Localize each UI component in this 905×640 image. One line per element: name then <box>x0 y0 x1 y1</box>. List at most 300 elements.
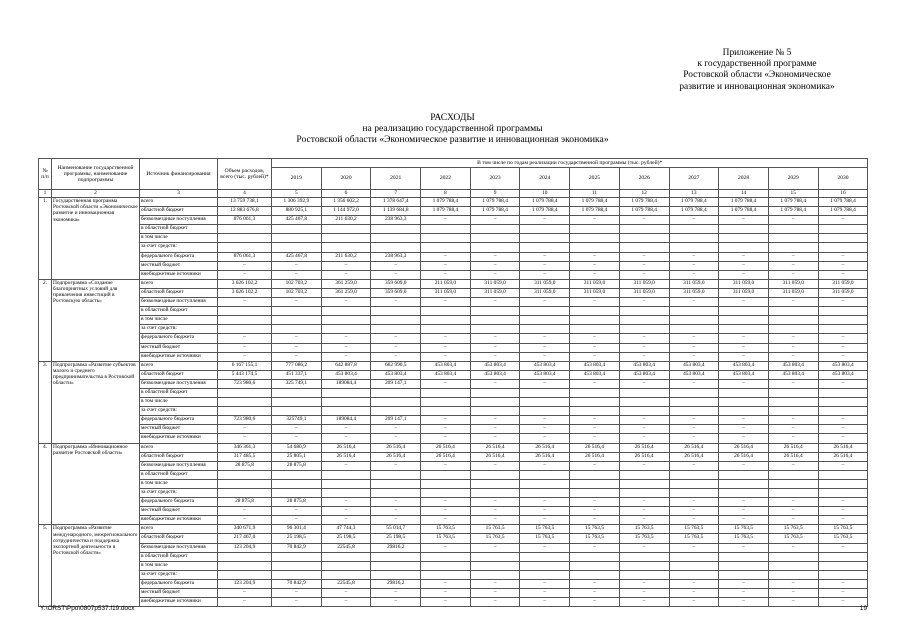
year-value: – <box>619 252 669 261</box>
total-value: 723 980,6 <box>218 416 272 425</box>
funding-source: за счет средств: <box>140 243 218 252</box>
year-value <box>719 307 769 316</box>
year-value: – <box>371 334 421 343</box>
year-value: – <box>520 216 570 225</box>
year-value: – <box>719 416 769 425</box>
year-value <box>470 243 520 252</box>
year-value <box>719 388 769 397</box>
year-value: – <box>619 379 669 388</box>
year-value: 451 337,1 <box>272 370 322 379</box>
year-value: 26 516,4 <box>669 452 719 461</box>
total-value: 346 361,3 <box>218 443 272 452</box>
year-value: 26 516,4 <box>619 452 669 461</box>
year-value <box>619 479 669 488</box>
year-value <box>520 570 570 579</box>
year-value: 26 516,4 <box>470 452 520 461</box>
funding-source: всего <box>140 443 218 452</box>
year-value: – <box>570 598 620 607</box>
year-value: 1 079 788,4 <box>520 207 570 216</box>
table-row <box>39 589 868 598</box>
table-row <box>39 216 868 225</box>
year-value: – <box>470 261 520 270</box>
year-value: 311 059,0 <box>570 279 620 288</box>
year-value: 26 516,4 <box>321 443 371 452</box>
funding-source: в том числе <box>140 398 218 407</box>
year-value: 15 763,5 <box>818 534 868 543</box>
column-index-cell: 4 <box>218 190 272 198</box>
year-value: 15 763,5 <box>421 534 471 543</box>
year-value: 1 079 788,4 <box>619 198 669 207</box>
total-value: 317 485,5 <box>218 452 272 461</box>
year-value <box>719 225 769 234</box>
year-value: 1 306 392,9 <box>272 198 322 207</box>
year-value: – <box>768 579 818 588</box>
year-value <box>818 243 868 252</box>
year-value: 189084,4 <box>321 416 371 425</box>
year-value <box>321 561 371 570</box>
year-value <box>321 307 371 316</box>
year-value: – <box>371 425 421 434</box>
year-value: – <box>520 416 570 425</box>
year-value <box>768 307 818 316</box>
funding-source: местный бюджет <box>140 343 218 352</box>
year-value: 1 079 788,4 <box>768 198 818 207</box>
year-value: – <box>321 589 371 598</box>
year-value: – <box>768 516 818 525</box>
year-value: – <box>570 379 620 388</box>
year-value <box>768 316 818 325</box>
year-value: – <box>818 425 868 434</box>
year-value: – <box>619 507 669 516</box>
year-value <box>520 489 570 498</box>
year-value: – <box>421 579 471 588</box>
year-value: 47 744,3 <box>321 525 371 534</box>
year-value <box>272 552 322 561</box>
year-value: 453 803,4 <box>619 370 669 379</box>
year-value: – <box>421 498 471 507</box>
year-value: – <box>719 434 769 443</box>
year-value: – <box>570 270 620 279</box>
year-value: – <box>520 352 570 361</box>
year-value: – <box>818 343 868 352</box>
year-value <box>371 489 421 498</box>
funding-source: областной бюджет <box>140 452 218 461</box>
year-value: 1 079 788,4 <box>470 207 520 216</box>
year-value: – <box>619 352 669 361</box>
year-value: 211 630,2 <box>321 252 371 261</box>
year-value: – <box>669 598 719 607</box>
year-value: 311 059,0 <box>421 279 471 288</box>
year-value: – <box>520 516 570 525</box>
year-value: – <box>669 579 719 588</box>
table-row <box>39 279 868 288</box>
year-value: – <box>520 543 570 552</box>
year-value: – <box>669 379 719 388</box>
year-value: 15 763,5 <box>570 525 620 534</box>
year-value: 26 516,4 <box>371 452 421 461</box>
year-value: 311 059,0 <box>619 279 669 288</box>
column-index-cell: 1 <box>39 190 52 198</box>
year-value <box>421 470 471 479</box>
funding-source: в том числе <box>140 234 218 243</box>
year-value: 70 842,9 <box>272 543 322 552</box>
total-value <box>218 470 272 479</box>
year-value: – <box>570 416 620 425</box>
year-value: 453 803,4 <box>768 361 818 370</box>
year-value: – <box>470 252 520 261</box>
year-value: – <box>470 579 520 588</box>
funding-source: безвозмездные поступления <box>140 216 218 225</box>
year-value: – <box>421 425 471 434</box>
year-value: – <box>768 498 818 507</box>
year-value: – <box>470 298 520 307</box>
year-value: – <box>272 343 322 352</box>
total-value: – <box>218 516 272 525</box>
year-value: – <box>321 334 371 343</box>
total-value: – <box>218 434 272 443</box>
year-value <box>470 570 520 579</box>
year-value: 209 147,1 <box>371 416 421 425</box>
year-value: 26 516,4 <box>619 443 669 452</box>
year-value: 311 059,0 <box>818 288 868 297</box>
year-value: 453 803,4 <box>619 361 669 370</box>
year-value <box>570 388 620 397</box>
total-value: 876 061,3 <box>218 252 272 261</box>
year-value: – <box>570 261 620 270</box>
year-value: 453 803,4 <box>520 370 570 379</box>
total-value: 13 759 738,1 <box>218 198 272 207</box>
year-value: – <box>619 416 669 425</box>
year-value: – <box>818 579 868 588</box>
header-source: Источник финансирования <box>140 159 218 190</box>
year-value: – <box>768 334 818 343</box>
column-index-cell: 6 <box>321 190 371 198</box>
table-row <box>39 552 868 561</box>
table-row <box>39 252 868 261</box>
year-value: – <box>371 270 421 279</box>
year-value: – <box>272 598 322 607</box>
total-value: 28 875,8 <box>218 461 272 470</box>
year-value <box>371 234 421 243</box>
total-value: – <box>218 598 272 607</box>
year-value: – <box>421 516 471 525</box>
year-value: 25 198,5 <box>272 534 322 543</box>
year-value: 311 059,0 <box>669 279 719 288</box>
appendix-line: Ростовской области «Экономическое <box>683 70 831 81</box>
year-value <box>818 479 868 488</box>
year-value <box>818 325 868 334</box>
row-number: 4. <box>39 443 52 525</box>
year-value: – <box>818 270 868 279</box>
year-value <box>818 307 868 316</box>
year-value <box>272 307 322 316</box>
year-value: – <box>470 416 520 425</box>
year-header: 2027 <box>669 168 719 190</box>
year-value: 25 198,5 <box>321 534 371 543</box>
funding-source: за счет средств: <box>140 325 218 334</box>
total-value: 723 980,6 <box>218 379 272 388</box>
year-value: 311 059,0 <box>719 279 769 288</box>
funding-source: областной бюджет <box>140 534 218 543</box>
year-value: – <box>619 579 669 588</box>
table-row <box>39 507 868 516</box>
year-value <box>619 570 669 579</box>
year-value <box>520 225 570 234</box>
year-value <box>470 470 520 479</box>
year-value: 453 803,4 <box>719 370 769 379</box>
total-value: 5 443 174,5 <box>218 370 272 379</box>
column-index-cell: 15 <box>768 190 818 198</box>
year-header: 2028 <box>719 168 769 190</box>
year-value: – <box>768 379 818 388</box>
funding-source: в том числе <box>140 561 218 570</box>
table-row <box>39 598 868 607</box>
title-line: на реализацию государственной программы <box>362 123 543 134</box>
year-value: – <box>619 425 669 434</box>
year-header: 2026 <box>619 168 669 190</box>
year-value: – <box>619 343 669 352</box>
table-row <box>39 234 868 243</box>
year-value: – <box>470 434 520 443</box>
year-value <box>421 561 471 570</box>
year-value: – <box>570 579 620 588</box>
year-value <box>520 407 570 416</box>
funding-source: внебюджетные источники <box>140 598 218 607</box>
year-value: 453 803,4 <box>520 361 570 370</box>
year-value: – <box>768 589 818 598</box>
year-value: – <box>421 598 471 607</box>
year-value: – <box>272 352 322 361</box>
total-value <box>218 243 272 252</box>
year-value: – <box>669 334 719 343</box>
year-value: 880 925,1 <box>272 207 322 216</box>
column-index-cell: 13 <box>669 190 719 198</box>
year-value <box>272 561 322 570</box>
year-value: 29816,2 <box>371 543 421 552</box>
year-value <box>470 479 520 488</box>
year-value: – <box>669 352 719 361</box>
year-value <box>272 570 322 579</box>
year-value: – <box>272 334 322 343</box>
funding-source: местный бюджет <box>140 507 218 516</box>
year-value: 453 803,4 <box>719 361 769 370</box>
table-row <box>39 570 868 579</box>
year-value: – <box>818 216 868 225</box>
year-value: – <box>818 589 868 598</box>
year-value <box>570 234 620 243</box>
column-index-cell: 10 <box>520 190 570 198</box>
funding-source: всего <box>140 198 218 207</box>
year-value: – <box>421 352 471 361</box>
row-number: 2. <box>39 279 52 361</box>
column-index-cell: 2 <box>52 190 140 198</box>
year-value: – <box>570 516 620 525</box>
year-value: – <box>818 298 868 307</box>
year-value: 15 763,5 <box>421 525 471 534</box>
year-value <box>321 479 371 488</box>
funding-source: безвозмездные поступления <box>140 298 218 307</box>
table-row <box>39 207 868 216</box>
row-number: 5. <box>39 525 52 607</box>
year-value: – <box>272 434 322 443</box>
year-value <box>818 489 868 498</box>
year-value: – <box>768 461 818 470</box>
year-value <box>570 325 620 334</box>
total-value <box>218 479 272 488</box>
year-value: 453 803,4 <box>470 370 520 379</box>
total-value: 6 167 155,1 <box>218 361 272 370</box>
year-value <box>272 470 322 479</box>
year-value <box>520 561 570 570</box>
year-value: – <box>619 498 669 507</box>
funding-source: федерального бюджета <box>140 498 218 507</box>
year-value: – <box>619 589 669 598</box>
year-value <box>818 388 868 397</box>
year-value <box>470 325 520 334</box>
table-row <box>39 370 868 379</box>
year-value: – <box>421 343 471 352</box>
row-number: 1. <box>39 198 52 280</box>
total-value: 123 204,9 <box>218 543 272 552</box>
program-name: Подпрограмма «Развитие субъектов малого и среднего предпринимательства в Ростовской области» <box>52 361 140 443</box>
year-value: 26 516,4 <box>719 443 769 452</box>
funding-source: местный бюджет <box>140 261 218 270</box>
total-value: 12 883 676,8 <box>218 207 272 216</box>
year-value: – <box>719 334 769 343</box>
program-name: Подпрограмма «Развитие международного, межрегионального сотрудничества и поддержка экспортной деятельности в Ростовской области» <box>52 525 140 607</box>
year-value <box>421 407 471 416</box>
year-value: – <box>619 516 669 525</box>
year-value <box>371 325 421 334</box>
appendix-line: к государственной программе <box>697 59 817 70</box>
year-value: 22545,8 <box>321 543 371 552</box>
table-row <box>39 398 868 407</box>
year-value: 1 079 788,4 <box>421 198 471 207</box>
funding-source: безвозмездные поступления <box>140 379 218 388</box>
table-row <box>39 307 868 316</box>
year-value: – <box>768 298 818 307</box>
year-value: 102 703,2 <box>272 279 322 288</box>
year-value <box>619 225 669 234</box>
year-value: – <box>371 498 421 507</box>
document-title <box>0 112 905 145</box>
year-value <box>371 470 421 479</box>
year-value <box>570 407 620 416</box>
column-index-cell: 14 <box>719 190 769 198</box>
year-value: – <box>818 434 868 443</box>
year-value <box>421 479 471 488</box>
year-value: 26 516,4 <box>520 452 570 461</box>
year-value: – <box>768 252 818 261</box>
year-value: – <box>272 425 322 434</box>
year-value: – <box>570 216 620 225</box>
table-row <box>39 425 868 434</box>
year-value <box>768 570 818 579</box>
year-value <box>321 316 371 325</box>
year-value <box>619 307 669 316</box>
year-value: 55 014,7 <box>371 525 421 534</box>
year-value: – <box>619 216 669 225</box>
year-value: – <box>818 498 868 507</box>
year-value <box>272 489 322 498</box>
year-value <box>669 234 719 243</box>
year-value: 15 763,5 <box>570 534 620 543</box>
year-value: – <box>321 516 371 525</box>
year-value <box>321 552 371 561</box>
year-value <box>768 489 818 498</box>
year-value <box>371 552 421 561</box>
year-value <box>619 325 669 334</box>
year-value <box>520 234 570 243</box>
year-value: – <box>421 270 471 279</box>
year-value: – <box>421 216 471 225</box>
year-value <box>669 325 719 334</box>
year-value <box>470 398 520 407</box>
year-value: – <box>520 461 570 470</box>
year-value: – <box>719 425 769 434</box>
year-value <box>719 489 769 498</box>
year-value: – <box>421 298 471 307</box>
funding-source: в областной бюджет <box>140 225 218 234</box>
table-row <box>39 489 868 498</box>
year-value: – <box>520 379 570 388</box>
year-value <box>619 243 669 252</box>
year-value: – <box>371 298 421 307</box>
year-value: 15 763,5 <box>520 534 570 543</box>
year-value <box>520 479 570 488</box>
year-value <box>570 470 620 479</box>
year-value <box>470 234 520 243</box>
year-value <box>570 316 620 325</box>
table-row <box>39 334 868 343</box>
title-line: РАСХОДЫ <box>430 112 475 123</box>
table-row <box>39 325 868 334</box>
total-value: – <box>218 334 272 343</box>
year-header: 2025 <box>570 168 620 190</box>
year-value: 425 467,8 <box>272 216 322 225</box>
year-value: – <box>719 352 769 361</box>
funding-source: всего <box>140 361 218 370</box>
year-value: 15 763,5 <box>669 534 719 543</box>
year-value: – <box>818 543 868 552</box>
year-value: 70 842,9 <box>272 579 322 588</box>
year-value: – <box>818 461 868 470</box>
year-value: – <box>619 434 669 443</box>
year-value: 361 259,0 <box>321 288 371 297</box>
year-value <box>768 234 818 243</box>
year-value: – <box>520 598 570 607</box>
year-value <box>371 398 421 407</box>
year-value <box>520 398 570 407</box>
table-row <box>39 198 868 207</box>
total-value <box>218 489 272 498</box>
year-value: – <box>321 498 371 507</box>
year-value: – <box>520 589 570 598</box>
year-value: 311 059,0 <box>768 288 818 297</box>
total-value: 876 061,3 <box>218 216 272 225</box>
table-row <box>39 316 868 325</box>
year-value: – <box>570 334 620 343</box>
year-header: 2020 <box>321 168 371 190</box>
year-value: 1 356 602,2 <box>321 198 371 207</box>
year-value: – <box>570 543 620 552</box>
table-row <box>39 543 868 552</box>
year-value <box>768 470 818 479</box>
year-value: – <box>768 416 818 425</box>
year-value: – <box>321 425 371 434</box>
funding-source: внебюджетные источники <box>140 352 218 361</box>
year-value: – <box>719 216 769 225</box>
